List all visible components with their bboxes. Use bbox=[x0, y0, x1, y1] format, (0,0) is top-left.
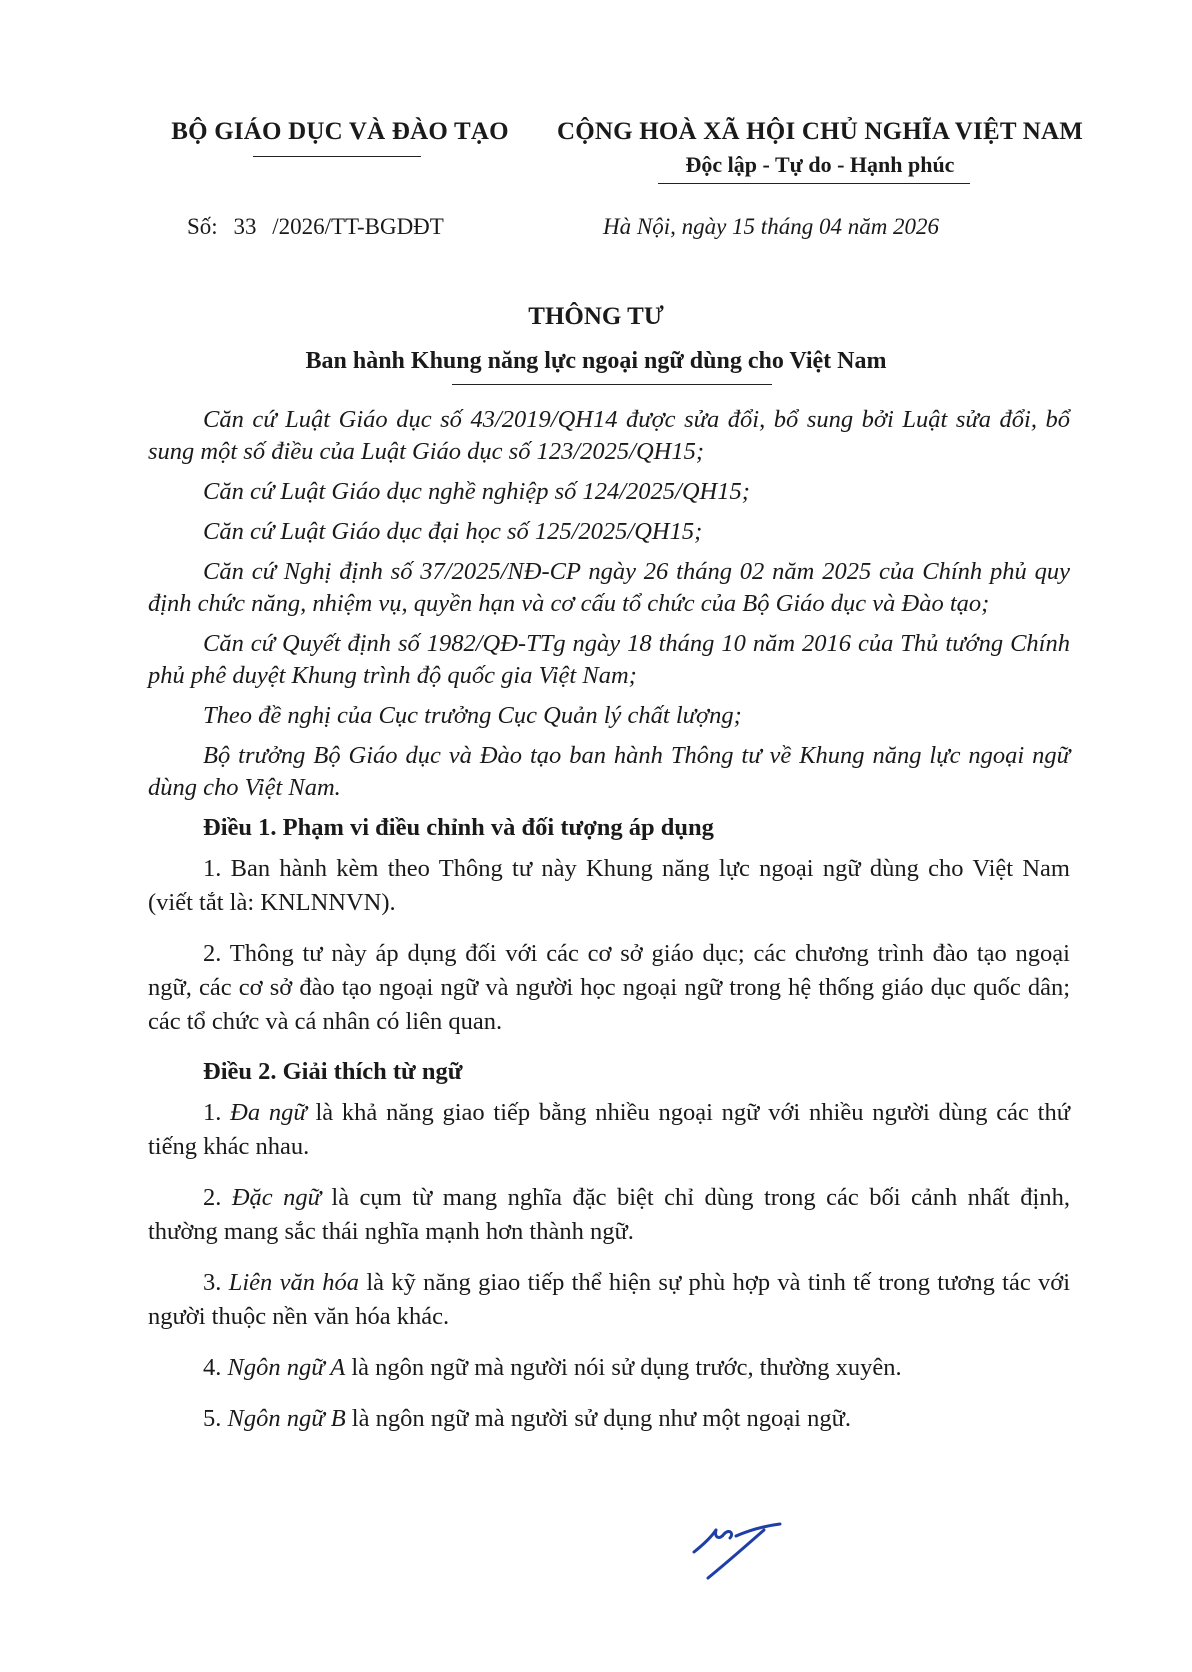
document-number bbox=[187, 214, 444, 240]
clause-number: 1. bbox=[203, 1099, 222, 1126]
document-number-prefix: Số: bbox=[187, 214, 218, 239]
definition-text: là kỹ năng giao tiếp thể hiện sự phù hợp và tinh tế trong tương tác với người thuộc nền văn hóa khác. bbox=[148, 1269, 1071, 1330]
definition-text: là cụm từ mang nghĩa đặc biệt chỉ dùng trong các bối cảnh nhất định, thường mang sắc thái nghĩa mạnh hơn thành ngữ. bbox=[148, 1184, 1070, 1245]
legal-basis-paragraph: Căn cứ Luật Giáo dục nghề nghiệp số 124/2025/QH15; bbox=[203, 478, 750, 505]
initial-signature-mark bbox=[690, 1522, 786, 1582]
legal-basis-paragraph: Căn cứ Luật Giáo dục số 43/2019/QH14 được sửa đổi, bổ sung bởi Luật sửa đổi, bổ sung một số điều của Luật Giáo dục số 123/2025/QH15; bbox=[148, 406, 1070, 465]
motto-underline bbox=[658, 183, 970, 184]
national-motto: Độc lập - Tự do - Hạnh phúc bbox=[685, 152, 955, 177]
legal-basis-paragraph: Căn cứ Quyết định số 1982/QĐ-TTg ngày 18 tháng 10 năm 2016 của Thủ tướng Chính phủ phê duyệt Khung trình độ quốc gia Việt Nam; bbox=[148, 630, 1070, 689]
definition-clause bbox=[148, 1181, 1070, 1249]
clause-number: 2. bbox=[203, 1184, 222, 1211]
clause-number: 3. bbox=[203, 1269, 222, 1296]
article-1-clause: 1. Ban hành kèm theo Thông tư này Khung năng lực ngoại ngữ dùng cho Việt Nam (viết tắt là: KNLNNVN). bbox=[148, 855, 1070, 916]
definition-clause bbox=[148, 1096, 1070, 1164]
definition-text: là ngôn ngữ mà người sử dụng như một ngoại ngữ. bbox=[351, 1405, 852, 1432]
document-type-title: THÔNG TƯ bbox=[528, 303, 664, 330]
document-number-value: 33 bbox=[233, 214, 257, 239]
enacting-paragraph: Bộ trưởng Bộ Giáo dục và Đào tạo ban hành Thông tư về Khung năng lực ngoại ngữ dùng cho Việt Nam. bbox=[148, 742, 1070, 801]
proposal-paragraph: Theo đề nghị của Cục trưởng Cục Quản lý chất lượng; bbox=[203, 702, 742, 729]
article-1-heading: Điều 1. Phạm vi điều chỉnh và đối tượng áp dụng bbox=[203, 814, 714, 841]
article-1-clause: 2. Thông tư này áp dụng đối với các cơ sở giáo dục; các chương trình đào tạo ngoại ngữ, các cơ sở đào tạo ngoại ngữ và người học ngoại ngữ trong hệ thống giáo dục quốc dân; các tổ chức và cá nhân có liên quan. bbox=[148, 940, 1070, 1035]
definition-clause bbox=[148, 1402, 1070, 1436]
defined-term: Đặc ngữ bbox=[231, 1184, 321, 1211]
clause-number: 5. bbox=[203, 1405, 222, 1432]
place-and-date: Hà Nội, ngày 15 tháng 04 năm 2026 bbox=[603, 214, 940, 239]
document-subject: Ban hành Khung năng lực ngoại ngữ dùng cho Việt Nam bbox=[305, 348, 887, 374]
subject-underline bbox=[452, 384, 772, 385]
article-2-heading: Điều 2. Giải thích từ ngữ bbox=[203, 1058, 463, 1085]
defined-term: Đa ngữ bbox=[230, 1099, 307, 1126]
clause-number: 4. bbox=[203, 1354, 222, 1381]
country-name: CỘNG HOÀ XÃ HỘI CHỦ NGHĨA VIỆT NAM bbox=[556, 118, 1084, 145]
defined-term: Liên văn hóa bbox=[228, 1269, 360, 1296]
agency-underline bbox=[253, 156, 421, 157]
definition-clause bbox=[148, 1266, 1070, 1334]
definition-text: là ngôn ngữ mà người nói sử dụng trước, thường xuyên. bbox=[351, 1354, 902, 1381]
defined-term: Ngôn ngữ A bbox=[227, 1354, 346, 1381]
legal-basis-paragraph: Căn cứ Luật Giáo dục đại học số 125/2025/QH15; bbox=[203, 518, 703, 545]
national-header-block bbox=[540, 116, 1100, 180]
issuing-agency: BỘ GIÁO DỤC VÀ ĐÀO TẠO bbox=[171, 118, 509, 145]
document-number-suffix: /2026/TT-BGDĐT bbox=[272, 214, 444, 239]
definition-text: là khả năng giao tiếp bằng nhiều ngoại ngữ với nhiều người dùng các thứ tiếng khác nhau. bbox=[148, 1099, 1070, 1160]
legal-basis-paragraph: Căn cứ Nghị định số 37/2025/NĐ-CP ngày 26 tháng 02 năm 2025 của Chính phủ quy định chức năng, nhiệm vụ, quyền hạn và cơ cấu tổ chức của Bộ Giáo dục và Đào tạo; bbox=[148, 558, 1070, 617]
definition-clause bbox=[148, 1351, 1070, 1385]
document-body bbox=[148, 404, 1070, 1453]
issuing-agency-block bbox=[160, 116, 520, 148]
defined-term: Ngôn ngữ B bbox=[227, 1405, 346, 1432]
